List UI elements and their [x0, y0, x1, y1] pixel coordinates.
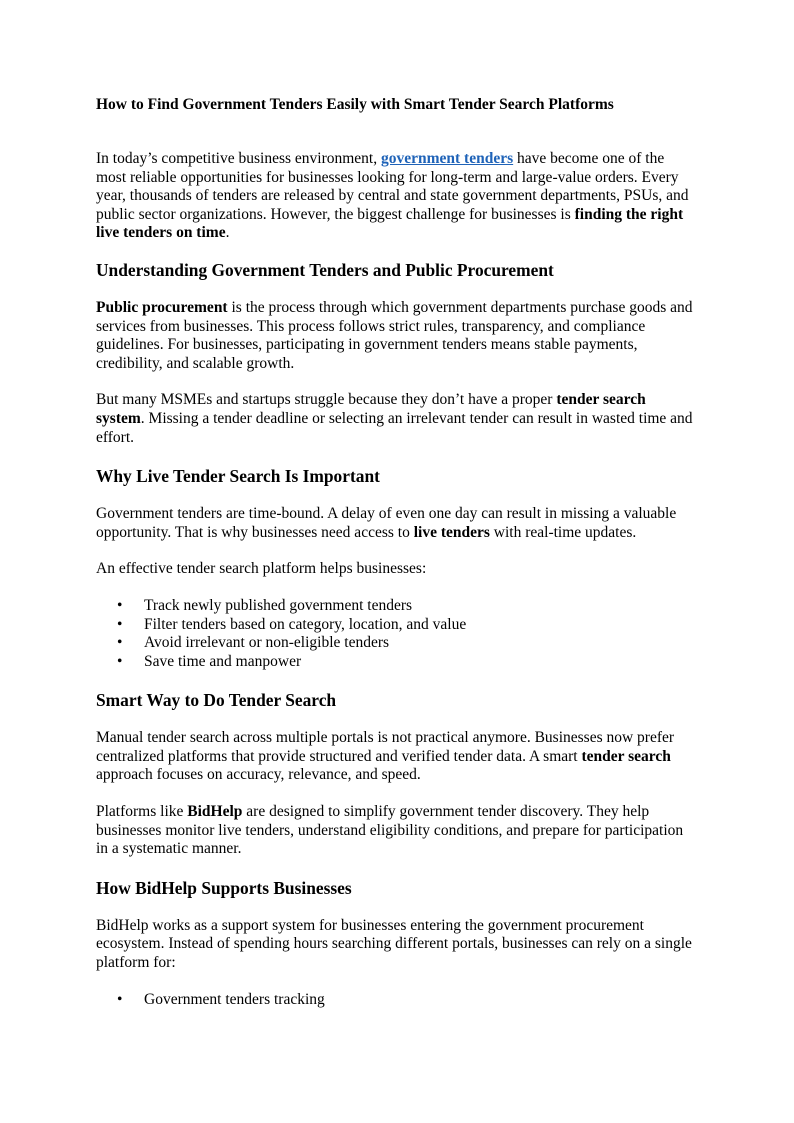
bullet-icon: • [117, 990, 123, 1008]
list-item-text: Avoid irrelevant or non-eligible tenders [144, 634, 390, 652]
section-heading-bidhelp: How BidHelp Supports Businesses [96, 877, 352, 898]
section-heading-understanding: Understanding Government Tenders and Public Procurement [96, 259, 554, 280]
bullet-icon: • [117, 596, 123, 614]
document-body [96, 150, 698, 1027]
list-item [96, 653, 698, 672]
section3-paragraph-2 [96, 803, 698, 859]
intro-paragraph [96, 150, 698, 243]
section1-p1-bold: Public procurement [96, 298, 228, 316]
section1-paragraph-2 [96, 391, 698, 447]
section2-p1-text-1: Government tenders are time-bound. A delay of even one day can result in missing a valuable opportunity. That is why businesses need access to [96, 505, 677, 541]
intro-bold-text: finding the right live tenders on time [96, 205, 684, 242]
list-item [96, 991, 698, 1010]
section3-p1-bold: tender search [581, 747, 671, 765]
list-item-text: Track newly published government tenders [144, 596, 413, 614]
list-item [96, 616, 698, 635]
section2-paragraph-2: An effective tender search platform helps businesses: [96, 560, 427, 578]
list-item [96, 597, 698, 616]
list-item-text: Save time and manpower [144, 652, 302, 670]
section-heading-smart-way: Smart Way to Do Tender Search [96, 690, 337, 711]
intro-text-2: have become one of the most reliable opportunities for businesses looking for long-term and large-value orders. Every year, thousands of tenders are released by central and state government departments, PSUs, and public sector organizations. However, the biggest challenge for businesses is [96, 150, 689, 223]
bullet-icon: • [117, 615, 123, 633]
section2-p1-text-2: with real-time updates. [489, 523, 637, 541]
section2-p1-bold: live tenders [413, 523, 490, 541]
section1-p2-text-1: But many MSMEs and startups struggle because they don’t have a proper [96, 391, 557, 409]
bidhelp-features-list [96, 991, 698, 1010]
section3-p2-text-2: are designed to simplify government tender discovery. They help businesses monitor live tenders, understand eligibility conditions, and prepare for participation in a systematic manner. [96, 803, 684, 858]
bullet-icon: • [117, 652, 123, 670]
intro-text-3: . [225, 224, 230, 242]
list-item [96, 634, 698, 653]
section3-p1-text-2: approach focuses on accuracy, relevance, and speed. [96, 766, 421, 784]
section2-paragraph-1 [96, 505, 698, 542]
government-tenders-link[interactable]: government tenders [380, 150, 514, 167]
section3-paragraph-1 [96, 729, 698, 785]
section1-paragraph-1 [96, 299, 698, 373]
section3-p2-bold: BidHelp [187, 803, 243, 821]
intro-text-1: In today’s competitive business environment, [96, 150, 381, 167]
section3-p2-text-1: Platforms like [96, 803, 188, 821]
benefits-list [96, 597, 698, 671]
section3-p1-text-1: Manual tender search across multiple portals is not practical anymore. Businesses now prefer centralized platforms that provide structured and verified tender data. A smart [96, 729, 675, 765]
section1-p1-text: is the process through which government departments purchase goods and services from businesses. This process follows strict rules, transparency, and compliance guidelines. For businesses, participating in government tenders means stable payments, credibility, and scalable growth. [96, 298, 693, 372]
list-item-text: Filter tenders based on category, location, and value [144, 615, 467, 633]
section4-paragraph-1: BidHelp works as a support system for businesses entering the government procurement ecosystem. Instead of spending hours searching different portals, businesses can rely on a single platform for: [96, 916, 692, 972]
section1-p2-bold: tender search system [96, 391, 646, 427]
section1-p2-text-2: . Missing a tender deadline or selecting an irrelevant tender can result in wasted time and effort. [96, 409, 693, 446]
bullet-icon: • [117, 634, 123, 652]
section-heading-why-live: Why Live Tender Search Is Important [96, 466, 380, 487]
document-title: How to Find Government Tenders Easily with Smart Tender Search Platforms [96, 96, 614, 113]
list-item-text: Government tenders tracking [144, 990, 325, 1008]
